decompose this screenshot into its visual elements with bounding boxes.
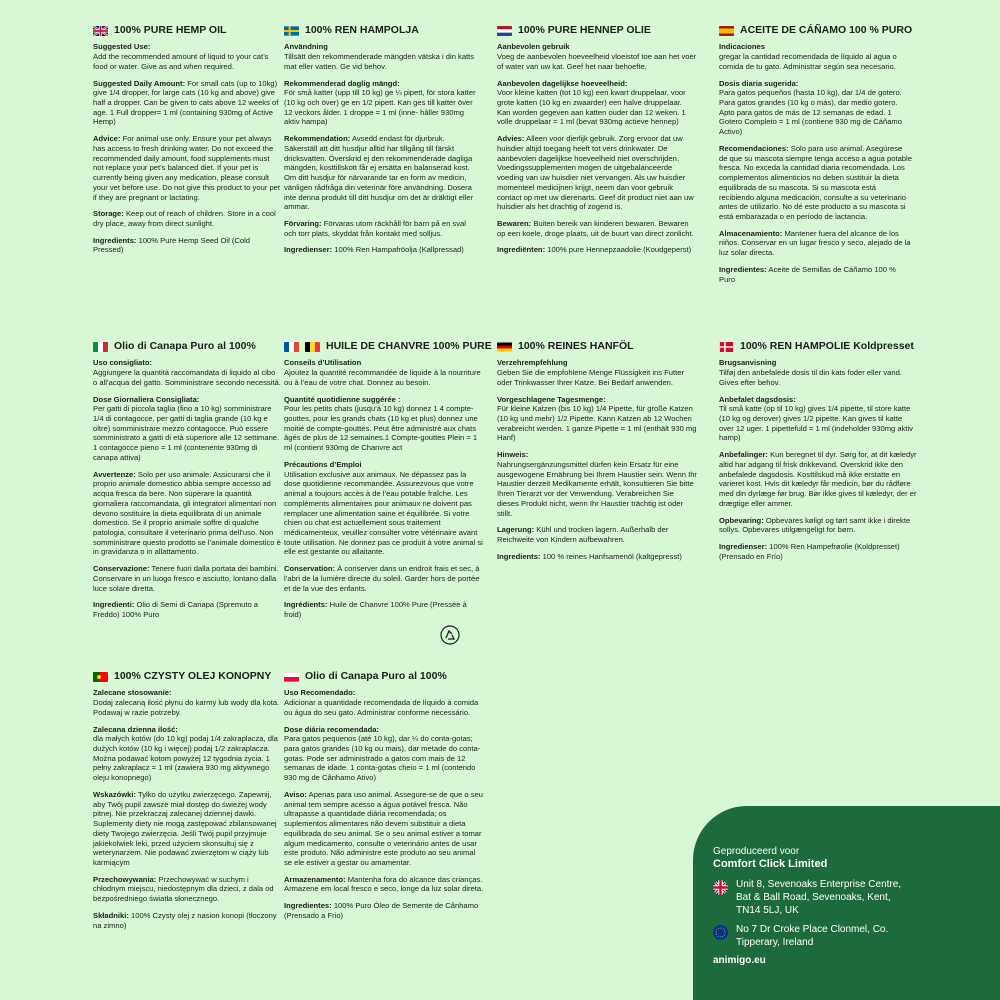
section-body: Mantenha fora do alcance das crianças. Armazene em local fresco e seco, longe da luz solar direta. [284,874,484,894]
section-body: Przechowywać w suchym i chłodnym miejscu, niedostępnym dla dzieci, z dala od bezpośredniego światła słonecznego. [93,874,274,904]
section-body: 100% Pure Hemp Seed Oil (Cold Pressed) [93,235,251,255]
section-body: Für kleine Katzen (bis 10 kg) 1/4 Pipette, für große Katzen (10 kg und mehr) 1/2 Pipette. Kann Katzen ab 12 Wochen verabreicht werden. 1 ganze Pipette = 1 ml (enthält 930 mg Hanf) [497,404,697,443]
section-heading: Précautions d’Emploi [284,459,362,469]
section-body: Förvaras utom räckhåll för barn på en sval och torr plats, skyddat från kontakt med solljus. [284,218,466,238]
section-heading: Aviso: [284,789,307,799]
dk-flag-icon [719,342,734,352]
manufacturer-block [693,806,1000,1000]
panel-title: 100% PURE HEMP OIL [114,24,227,36]
eu-address: No 7 Dr Croke Place Clonmel, Co. Tipperary, Ireland [736,924,889,948]
section-body: Keep out of reach of children. Store in a cool dry place, away from direct sunlight. [93,209,276,228]
panel-title: Olio di Canapa Puro al 100% [305,670,447,682]
section-body: Tylko do użytku zwierzęcego. Zapewnij, aby Twój pupil zawsze miał dostęp do świeżej wody pitnej. Nie przekraczaj zalecanej dziennej dawki. Suplementy diety nie mogą zastępować zbilansowanej diety Twojego zwierzęcia. Jeśli Twój pupil przyjmuje jakiekolwiek leki, przed użyciem skonsultuj się z weterynarzem. Nie podawać zwierzętom w ciąży lub karmiącym [93,789,277,867]
panel-german [497,340,697,568]
section-heading: Opbevaring: [719,515,764,525]
panel-italian [93,340,281,627]
pt-flag-icon [93,672,108,682]
section-body: Huile de Chanvre 100% Pure (Pressée à froid) [284,600,467,619]
fr-flag-icon [284,342,299,352]
section-heading: Lagerung: [497,525,535,535]
section-heading: Armazenamento: [284,874,346,884]
panel-title: 100% REINES HANFÖL [518,340,634,352]
eu-flag-icon [713,925,728,940]
section-heading: Avvertenze: [93,469,136,479]
panel-section [497,134,697,212]
panel-section [719,229,912,258]
panel-english [93,24,281,262]
panel-heading [719,340,919,353]
section-body: À conserver dans un endroit frais et sec, à l’abri de la lumière directe du soleil. Garder hors de portée et de la vue des enfants. [284,564,480,593]
panel-section [497,358,697,387]
pl-flag-icon [284,672,299,682]
section-heading: Składniki: [93,910,129,920]
section-heading: Aanbevolen dagelijkse hoeveelheid: [497,78,628,88]
section-heading: Rekommendation: [284,134,351,144]
section-heading: Advies: [497,134,525,144]
panel-section [93,358,281,387]
section-body: För små katter (upp till 10 kg) ge ¼ pipett, för stora katter (10 kg och över) ge en 1/2 pipett. Kan ges till katter över 12 veckors ålder. 1 droppe = 1 ml (inne- hâller 930mg aktiv hampa) [284,88,476,127]
panel-section [719,395,919,444]
panel-section [284,42,476,71]
section-body: Geben Sie die empfohlene Menge Flüssigkeit ins Futter oder Trinkwasser Ihrer Katze. Bei Bedarf anwenden. [497,368,684,387]
panel-heading [284,24,476,37]
section-heading: Förvaring: [284,218,322,228]
section-heading: Ingredients: [497,551,541,561]
section-heading: Hinweis: [497,450,529,460]
company-name: Comfort Click Limited [713,858,828,870]
panel-section [497,245,697,255]
section-heading: Ingredienser: [284,245,333,255]
recycle-triman-icon [440,625,460,645]
section-body: gregar la cantidad recomendada de líquido al agua o comida de tu gato. Administrar según sea necesario. [719,52,897,71]
section-body: 100% Puro Óleo de Semente de Cânhamo (Prensado a Frio) [284,901,479,920]
panel-section [284,134,476,212]
panel-dutch [497,24,697,262]
panel-section [497,552,697,562]
section-heading: Suggested Daily Amount: [93,78,186,88]
panel-portuguese [284,670,484,928]
section-body: For small cats (up to 10kg) give 1/4 dropper, for large cats (10 kg and above) give half a dropper. Can be given to cats above 12 weeks of age. 1 Full dropper= 1 ml (containing 930mg of Active Hemp) [93,78,279,127]
section-body: Apenas para uso animal. Assegure-se de que o seu animal tem sempre acesso a água potável fresca. Não ultrapasse a quantidade diária recomendada; os suplementos alimentares não devem substituir a dieta equilibrada do seu animal. Se o seu animal estiver a tomar algum medicamento, consulte o veterinário antes de usar este produto. Não administre este produto ao seu animal se ele estiver a gestar ou amamentar. [284,789,483,867]
be-flag-icon [305,342,320,352]
panel-title: HUILE DE CHANVRE 100% PURE [326,340,492,352]
panel-section [284,245,476,255]
section-heading: Vorgeschlagene Tagesmenge: [497,394,606,404]
se-flag-icon [284,26,299,36]
panel-heading [93,24,281,37]
uk-address: Unit 8, Sevenoaks Enterprise Centre, Bat & Ball Road, Sevenoaks, Kent, TN14 5LJ, UK [736,879,902,916]
panel-heading [284,670,484,683]
panel-section [284,725,484,783]
panel-section [93,134,281,202]
section-body: Kühl und trocken lagern. Außerhalb der Reichweite von Kindern aufbewahren. [497,525,669,544]
panel-heading [284,340,492,353]
section-body: Tenere fuori dalla portata dei bambini. Conservare in un luogo fresco e asciutto, lontano dalla luce solare diretta. [93,564,279,593]
panel-polish [93,670,281,937]
panel-swedish [284,24,476,262]
panel-section [93,911,281,930]
section-heading: Conservation: [284,564,336,574]
section-body: Solo per uso animale. Assicurarsi che il proprio animale domestico abbia sempre accesso ad acqua fresca da bere. Non superare la quantità giornaliera raccomandata, gli integratori alimentari non devono sostituire la dieta equilibrata di un animale domestico. Se il proprio animale soffre di qualche patologia, consultare il veterinario prima dell’uso. Non somministrare questo prodotto se l’animale domestico è in gravidanza o in allattamento. [93,469,281,557]
section-body: 100% pure Hennepzaadolie (Koudgeperst) [547,245,692,255]
section-heading: Quantité quotidienne suggérée : [284,394,401,404]
panel-section [284,688,484,717]
section-heading: Bewaren: [497,218,532,228]
section-heading: Ingredients: [93,235,137,245]
section-heading: Användning [284,42,328,52]
panel-section [284,79,476,128]
section-body: Dodaj zalecaną ilość płynu do karmy lub wody dla kota. Podawaj w razie potrzeby. [93,698,280,717]
section-body: Aceite de Semillas de Cáñamo 100 % Puro [719,264,896,284]
section-body: Adicionar a quantidade recomendada de líquido à comida ou água do seu gato. Administrar conforme necessário. [284,698,479,717]
panel-section [284,219,476,238]
section-body: Solo para uso animal. Asegúrese de que su mascota siempre tenga acceso a agua potable fresca. No exceda la cantidad diaria recomendada. Los complementos alimenticios no deben sustituir la dieta equilibrada de su mascota. Si su mascota está recibiendo alguna medicación, consulte a su veterinario antes de utilizarlo. No dé este producto a su mascota si está embarazada o en período de lactancia. [719,143,912,221]
section-body: Mantener fuera del alcance de los niños. Conservar en un lugar fresco y seco, alejado de la luz solar directa. [719,228,911,258]
panel-section [93,875,281,904]
panel-french [284,340,492,627]
panel-section [284,564,484,593]
panel-section [719,450,919,508]
eu-address-row [713,923,1000,949]
section-heading: Ingrediënten: [497,245,546,255]
panel-spanish [719,24,912,291]
panel-section [284,358,484,387]
section-body: Aggiungere la quantità raccomandata di liquido al cibo o all’acqua del gatto. Somministrare secondo necessità. [93,368,281,387]
panel-section [719,79,912,137]
es-flag-icon [719,26,734,36]
section-body: Alleen voor dierlijk gebruik. Zorg ervoor dat uw huisdier altijd toegang heeft tot vers drinkwater. De aanbevolen dagelijkse hoeveelheid niet overschrijden. Voedingssupplementen mogen de uitgebalanceerde voeding van uw huisdier niet vervangen. Als uw huisdier momenteel medicijnen krijgt, neem dan voor gebruik contact op met uw dierenarts. Geef dit product niet aan uw huisdier als het drachtig of zogend is. [497,134,694,212]
section-heading: Zalecana dzienna ilość: [93,724,178,734]
panel-section [93,564,281,593]
section-body: Tilføj den anbefalede dosis til din kats foder eller vand. Gives efter behov. [719,368,902,387]
panel-section [284,875,484,894]
section-body: Per gatti di piccola taglia (fino a 10 kg) somministrare 1/4 di contagocce, per gatti di taglia grande (10 kg e oltre) somministrare mezzo contagocce. Può essere somministrato a gatti di età superiore alle 12 settimane. 1 contagocce pieno = 1 ml (contenente 930mg di canapa attiva) [93,404,280,462]
panel-danish [719,340,919,568]
panel-section [93,688,281,717]
panel-section [497,395,697,444]
section-heading: Rekommenderad daglig mängd: [284,78,400,88]
section-heading: Almacenamiento: [719,228,783,238]
panel-section [93,790,281,868]
panel-section [719,265,912,284]
section-body: Nahrungsergänzungsmittel dürfen kein Ersatz für eine ausgewogene Ernährung bei Ihrem Haustier sein. Wenn Ihr Haustier derzeit Medikamente erhält, konsultieren Sie bitte Ihren Tierarzt vor der Verwendung. Verabreichen Sie dieses Produkt nicht, wenn Ihr Haustier trächtig ist oder stillt. [497,459,697,518]
panel-section [93,470,281,557]
section-heading: Ingredientes: [719,264,767,274]
panel-section [497,42,697,71]
panel-section [719,358,919,387]
section-heading: Conseils d’Utilisation [284,358,362,368]
section-heading: Ingredienser: [719,541,768,551]
panel-section [719,542,919,561]
section-body: Add the recommended amount of liquid to your cat’s food or water. Give as and when required. [93,52,269,71]
website-link[interactable]: animigo.eu [713,955,766,966]
uk-address-row [713,878,1000,917]
produced-for-label: Geproduceerd voor [713,846,800,857]
section-body: Tillsätt den rekommenderade mängden vätska i din katts mat eller vatten. Ge vid behov. [284,52,475,71]
section-heading: Przechowywania: [93,874,157,884]
panel-title: ACEITE DE CÁÑAMO 100 % PURO [740,24,913,36]
section-body: Olio di Semi di Canapa (Spremuto a Freddo) 100% Puro [93,600,259,619]
panel-section [93,395,281,463]
section-body: Buiten bereik van kinderen bewaren. Bewaren op een koele, droge plaats, uit de buurt van direct zonlicht. [497,218,694,238]
panel-section [93,79,281,128]
panel-section [93,236,281,255]
section-body: 100 % reines Hanfsamenöl (kaltgepresst) [542,551,682,561]
panel-heading [93,670,281,683]
section-body: For animal use only. Ensure your pet always has access to fresh drinking water. Do not exceed the recommended daily amount, food supplements must not replace your pet’s balanced diet. If your pet is currently being given any medication, please consult your vet before use. Do not give this product to your pet if they are pregnant or lactating. [93,134,280,202]
panel-title: 100% REN HAMPOLJA [305,24,419,36]
section-body: Ajoutez la quantité recommandée de liquide à la nourriture ou à l’eau de votre chat. Donnez au besoin. [284,368,481,387]
de-flag-icon [497,342,512,352]
section-body: Voeg de aanbevolen hoeveelheid vloeistof toe aan het voer of water van uw kat. Geef het naar behoefte. [497,52,697,71]
panel-heading [497,24,697,37]
section-heading: Dose Giornaliera Consigliata: [93,394,200,404]
panel-title: Olio di Canapa Puro al 100% [114,340,256,352]
section-heading: Storage: [93,209,124,219]
section-body: Avsedd endast för djurbruk. Säkerställ att ditt husdjur alltid har tillgång till färskt dricksvatten. Överskrid ej den rekommenderade dagliga mängden, kosttillskott får ej ersätta en balanserad kost. Om ditt husdjur för närvarande tar en form av medicin, vänligen rådfråga din veterinär före användning. Dosera inte denna produkt till ditt husdjur om det är dräktigt eller ammar. [284,134,474,212]
panel-title: 100% PURE HENNEP OLIE [518,24,651,36]
uk-flag-icon [93,26,108,36]
section-heading: Zalecane stosowanie: [93,688,172,698]
section-heading: Ingredientes: [284,901,332,911]
section-heading: Wskazówki: [93,789,137,799]
section-body: 100% Czysty olej z nasion konopi (tłoczony na zimno) [93,910,277,930]
section-heading: Ingredienti: [93,600,135,610]
section-heading: Ingrédients: [284,600,328,610]
panel-section [719,516,919,535]
section-heading: Anbefalet dagsdosis: [719,394,796,404]
section-body: dla małych kotów (do 10 kg) podaj 1/4 zakraplacza, dla dużych kotów (10 kg i więcej) podaj 1/2 zakraplacza. Można podawać kotom powyżej 12 tygodnia życia. 1 pełny zakraplacz = 1 ml (zawiera 930 mg aktywnego oleju konopnego) [93,734,278,783]
section-body: 100% Ren Hampefrøolie (Koldpresset) (Prensado en Frío) [719,541,900,561]
panel-section [497,450,697,518]
panel-section [719,42,912,71]
panel-section [93,42,281,71]
panel-section [93,209,281,228]
section-heading: Suggested Use: [93,42,151,52]
section-heading: Recomendaciones: [719,143,789,153]
section-heading: Advice: [93,134,121,144]
section-heading: Uso consigliato: [93,358,153,368]
section-body: Utilisation exclusive aux animaux. Ne dépassez pas la dose quotidienne recommandée. Assurezvous que votre animal a toujours accès à de l’eau potable fraîche. Les compléments alimentaires pour animaux ne doivent pas remplacer une alimentation saine et équilibrée. Si votre chien ou chat est actuellement sous traitement médicamenteux, veuillez consulter votre vétérinaire avant toute utilisation. Ne donnez pas ce produit à votre animal si elle est gestante ou allaitante. [284,469,483,557]
panel-section [284,901,484,920]
section-body: Opbevares køligt og tørt samt ikke i direkte sollys. Opbevares utilgængeligt for børn. [719,515,911,535]
panel-section [497,219,697,238]
section-body: Voor kleine katten (tot 10 kg) een kwart druppelaar, voor grote katten (10 kg en zwaarder) een halve druppelaar. Kan worden gegeven aan katten ouder dan 12 weken. 1 volle druppelaar = 1 ml (bevat 930mg actieve hennep) [497,88,686,127]
section-heading: Indicaciones [719,42,766,52]
panel-section [284,790,484,868]
nl-flag-icon [497,26,512,36]
section-heading: Dose diária recomendada: [284,724,379,734]
section-heading: Brugsanvisning [719,358,777,368]
section-heading: Anbefalinger: [719,450,768,460]
section-body: Para gatos pequenos (até 10 kg), dar ¼ do conta-gotas; para gatos grandes (10 kg ou mais), dar metade do conta-gotas. Pode ser administrado a gatos com mais de 12 semanas de idade. 1 conta-gotas cheio = 1 ml (contendo 930 mg de Cânhamo Ativo) [284,734,481,783]
section-body: Til små katte (op til 10 kg) gives 1/4 pipette, til store katte (10 kg og derover) gives 1/2 pipette. Kan gives til katte over 12 uger. 1 pipettefuld = 1 ml (indeholder 930mg aktiv hamp) [719,404,913,443]
panel-section [719,144,912,222]
uk-flag-icon [713,880,728,895]
section-heading: Conservazione: [93,564,150,574]
section-body: Pour les petits chats (jusqu’à 10 kg) donnez 1 4 compte-gouttes, pour les grands chats (10 kg et plus) donnez une moitié de compte-gouttes. Peut être administré aux chats âgés de plus de 12 semaines.1 Compte-gouttes Plein = 1 ml (contient 930mg de Chanvre act [284,404,478,453]
section-body: 100% Ren Hampafröolja (Kallpressad) [334,245,464,255]
panel-section [93,725,281,783]
section-body: Kun beregnet til dyr. Sørg for, at dit kæledyr altid har adgang til frisk drikkevand. Overskrid ikke den anbefalede dagsdosis. Kosttilskud må ikke erstatte en varieret kost. Hvis dit kæledyr får medicin, bør du rådføre med din dyrlæge før brug. Bør ikke gives til kæledyr, der er drægtige eller ammer. [719,450,917,508]
panel-title: 100% REN HAMPOLIE Koldpresset [740,340,914,352]
panel-heading [497,340,697,353]
panel-section [93,600,281,619]
section-heading: Verzehrempfehlung [497,358,568,368]
panel-heading [719,24,912,37]
section-heading: Aanbevolen gebruik [497,42,570,52]
panel-section [284,600,484,619]
panel-section [497,525,697,544]
panel-section [284,460,484,557]
section-body: Para gatos pequeños (hasta 10 kg), dar 1/4 de gotero. Para gatos grandes (10 kg o más), dar medio gotero. Apto para gatos de más de 12 semanas de edad. 1 Gotero Completo = 1 ml (contiene 930 mg de Cáñamo Activo) [719,88,902,137]
section-heading: Dosis diaria sugerida: [719,78,799,88]
section-heading: Uso Recomendado: [284,688,356,698]
panel-section [497,79,697,128]
panel-title: 100% CZYSTY OLEJ KONOPNY [114,670,272,682]
panel-heading [93,340,281,353]
it-flag-icon [93,342,108,352]
panel-section [284,395,484,453]
